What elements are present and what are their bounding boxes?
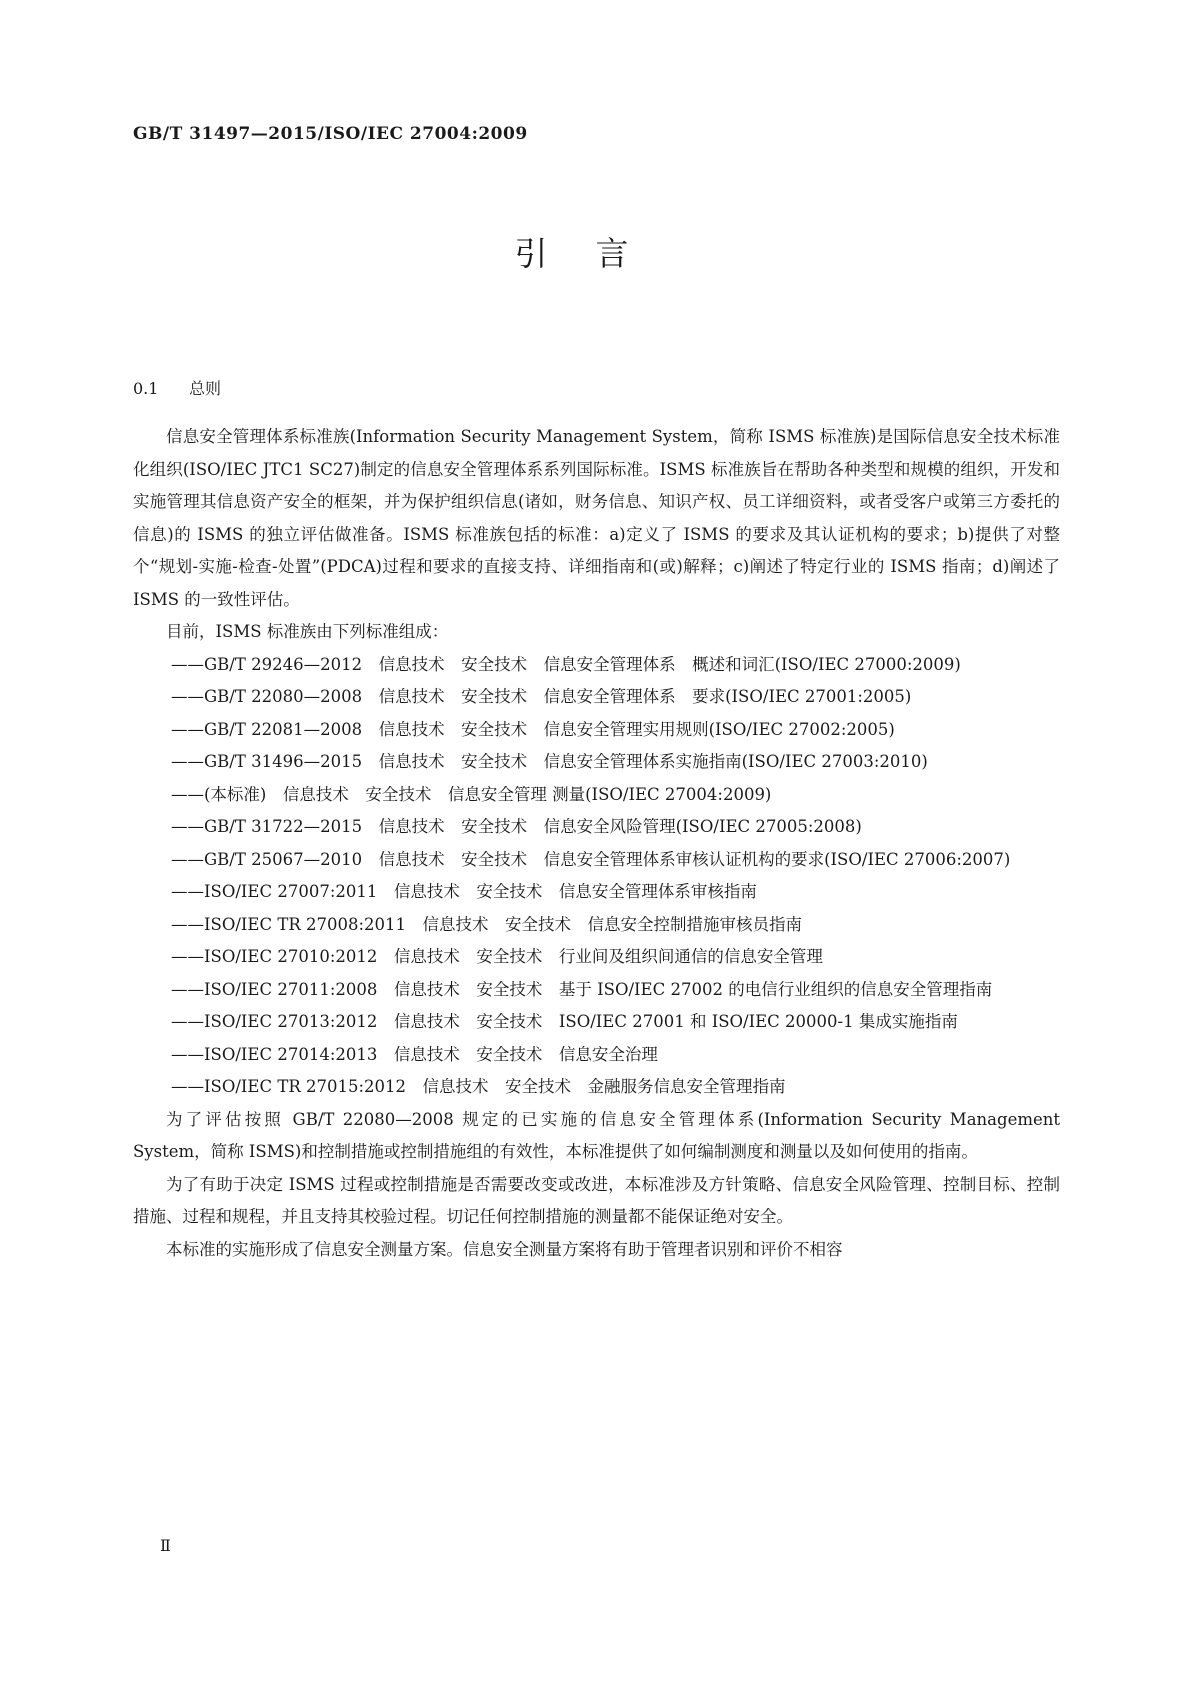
- list-item: ——ISO/IEC TR 27008:2011 信息技术 安全技术 信息安全控制措施审核员指南: [171, 914, 803, 934]
- paragraph: 为了评估按照 GB/T 22080—2008 规定的已实施的信息安全管理体系(Information Security Management System，简称 ISMS)和控制措施或控制措施组的有效性，本标准提供了如何编制测度和测量以及如何使用的指南。: [133, 1109, 1060, 1161]
- paragraph: 目前，ISMS 标准族由下列标准组成：: [166, 622, 449, 641]
- list-item: ——GB/T 22081—2008 信息技术 安全技术 信息安全管理实用规则(ISO/IEC 27002:2005): [171, 719, 895, 739]
- list-item: ——GB/T 29246—2012 信息技术 安全技术 信息安全管理体系 概述和词汇(ISO/IEC 27000:2009): [171, 654, 961, 674]
- page-title: 引言: [514, 234, 677, 273]
- page-number: Ⅱ: [160, 1536, 171, 1555]
- list-item: ——GB/T 22080—2008 信息技术 安全技术 信息安全管理体系 要求(ISO/IEC 27001:2005): [171, 687, 912, 706]
- list-item: ——GB/T 31496—2015 信息技术 安全技术 信息安全管理体系实施指南(ISO/IEC 27003:2010): [171, 752, 928, 771]
- paragraph: 本标准的实施形成了信息安全测量方案。信息安全测量方案将有助于管理者识别和评价不相容: [166, 1239, 843, 1259]
- list-item: ——GB/T 25067—2010 信息技术 安全技术 信息安全管理体系审核认证机构的要求(ISO/IEC 27006:2007): [171, 849, 1011, 869]
- list-item: ——ISO/IEC 27014:2013 信息技术 安全技术 信息安全治理: [171, 1044, 658, 1064]
- paragraph: 信息安全管理体系标准族(Information Security Management System，简称 ISMS 标准族)是国际信息安全技术标准化组织(ISO/IEC JTC1 SC27)制定的信息安全管理体系系列国际标准。ISMS 标准族旨在帮助各种类型和规模的组织，开发和实施管理其信息资产安全的框架，并为保护组织信息(诸如，财务信息、知识产权、员工详细资料，或者受客户或第三方委托的信息)的 ISMS 的独立评估做准备。ISMS 标准族包括的标准：a)定义了 ISMS 的要求及其认证机构的要求；b)提供了对整个“规划-实施-检查-处置”(PDCA)过程和要求的直接支持、详细指南和(或)解释；c)阐述了特定行业的 ISMS 指南；d)阐述了 ISMS 的一致性评估。: [133, 427, 1060, 609]
- list-item: ——ISO/IEC 27011:2008 信息技术 安全技术 基于 ISO/IEC 27002 的电信行业组织的信息安全管理指南: [171, 979, 993, 999]
- section-title: 总则: [189, 379, 222, 398]
- list-item: ——ISO/IEC TR 27015:2012 信息技术 安全技术 金融服务信息安全管理指南: [171, 1077, 786, 1096]
- list-item: ——ISO/IEC 27013:2012 信息技术 安全技术 ISO/IEC 27001 和 ISO/IEC 20000-1 集成实施指南: [171, 1012, 958, 1031]
- list-item: ——ISO/IEC 27010:2012 信息技术 安全技术 行业间及组织间通信的信息安全管理: [171, 947, 823, 966]
- body-content: [133, 421, 1060, 1266]
- section-heading: [133, 376, 221, 399]
- list-item: ——(本标准) 信息技术 安全技术 信息安全管理 测量(ISO/IEC 27004:2009): [171, 784, 772, 804]
- paragraph: 为了有助于决定 ISMS 过程或控制措施是否需要改变或改进，本标准涉及方针策略、信息安全风险管理、控制目标、控制措施、过程和规程，并且支持其校验过程。切记任何控制措施的测量都不能保证绝对安全。: [133, 1174, 1060, 1226]
- standard-number-header: GB/T 31497—2015/ISO/IEC 27004:2009: [133, 124, 528, 144]
- list-item: ——ISO/IEC 27007:2011 信息技术 安全技术 信息安全管理体系审核指南: [171, 882, 757, 901]
- section-number: 0.1: [133, 379, 159, 398]
- list-item: ——GB/T 31722—2015 信息技术 安全技术 信息安全风险管理(ISO/IEC 27005:2008): [171, 817, 862, 836]
